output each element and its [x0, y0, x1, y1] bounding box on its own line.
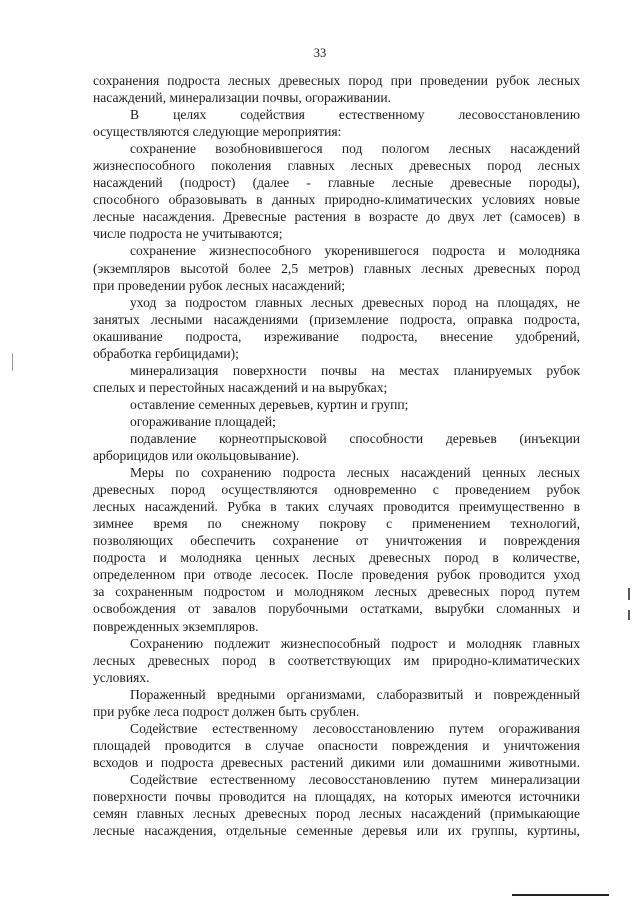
text-line: условиях.	[93, 669, 150, 685]
text-line: лесные насаждения, отдельные семенные деревья или их группы, куртины,	[93, 823, 580, 839]
text-line: числе подроста не учитываются;	[93, 226, 283, 242]
text-line: Содействие естественному лесовосстановлению путем минерализации	[130, 771, 580, 787]
stray-scan-mark	[12, 353, 13, 371]
text-line: Пораженный вредными организмами, слаборазвитый и поврежденный	[130, 686, 580, 702]
text-line: лесные насаждения. Древесные растения в возрасте до двух лет (самосев) в	[93, 209, 580, 225]
text-line: сохранение жизнеспособного укоренившегося подроста и молодняка	[130, 243, 580, 259]
text-line: занятых лесными насаждениями (приземление подроста, оправка подроста,	[93, 311, 580, 327]
text-line: осуществляются следующие мероприятия:	[93, 124, 342, 140]
footer-rule	[512, 894, 609, 896]
text-line: за сохраненным подростом и молодняком лесных древесных пород путем	[93, 584, 580, 600]
text-line: позволяющих обеспечить сохранение от уничтожения и повреждения	[93, 533, 580, 549]
text-line: Сохранению подлежит жизнеспособный подрост и молодняк главных	[130, 635, 580, 651]
text-line: (экземпляров высотой более 2,5 метров) главных лесных древесных пород	[93, 260, 580, 276]
text-line: огораживание площадей;	[130, 413, 276, 429]
edge-scan-mark	[628, 610, 630, 620]
text-line: обработка гербицидами);	[93, 345, 239, 361]
text-line: при рубке леса подрост должен быть срублен.	[93, 703, 360, 719]
text-line: насаждений, минерализации почвы, огораживании.	[93, 90, 392, 106]
text-line: лесных древесных пород в соответствующих им природно-климатических	[93, 652, 580, 668]
text-line: жизнеспособного поколения главных лесных древесных пород лесных	[93, 158, 580, 174]
text-line: спелых и перестойных насаждений и на вырубках;	[93, 379, 388, 395]
text-line: сохранения подроста лесных древесных пород при проведении рубок лесных	[93, 73, 580, 88]
text-line: окашивание подроста, изреживание подроста, внесение удобрений,	[93, 328, 580, 344]
text-line: способного образовывать в данных природно-климатических условиях новые	[93, 192, 580, 208]
text-line: Меры по сохранению подроста лесных насаждений ценных лесных	[130, 465, 580, 481]
text-line: всходов и подроста древесных растений дикими или домашними животными.	[93, 754, 580, 770]
edge-scan-mark	[628, 588, 630, 600]
text-line: арборицидов или окольцовывание).	[93, 448, 300, 464]
text-line: оставление семенных деревьев, куртин и групп;	[130, 396, 409, 412]
text-line: поверхности почвы проводится на площадях, на которых имеются источники	[93, 788, 580, 804]
text-line: при проведении рубок лесных насаждений;	[93, 277, 346, 293]
text-line: древесных пород осуществляются одновременно с проведением рубок	[93, 482, 580, 498]
page-number: 33	[313, 46, 327, 60]
document-body	[93, 72, 580, 839]
text-line: насаждений (подрост) (далее - главные лесные древесные породы),	[93, 175, 580, 191]
text-line: минерализация поверхности почвы на местах планируемых рубок	[130, 362, 580, 378]
text-line: поврежденных экземпляров.	[93, 618, 259, 634]
text-line: уход за подростом главных лесных древесных пород на площадях, не	[130, 294, 580, 310]
text-line: В целях содействия естественному лесовосстановлению	[130, 107, 580, 123]
text-line: зимнее время по снежному покрову с применением технологий,	[93, 516, 580, 532]
text-line: площадей проводится в случае опасности повреждения и уничтожения	[93, 737, 580, 753]
text-line: подроста и молодняка ценных лесных древесных пород в количестве,	[93, 550, 580, 566]
text-line: сохранение возобновившегося под пологом лесных насаждений	[130, 141, 580, 157]
text-line: семян главных лесных древесных пород лесных насаждений (примыкающие	[93, 806, 580, 822]
text-line: лесных насаждений. Рубка в таких случаях проводится преимущественно в	[93, 499, 580, 515]
text-line: Содействие естественному лесовосстановлению путем огораживания	[130, 720, 580, 736]
text-line: освобождения от завалов порубочными остатками, вырубки сломанных и	[93, 601, 580, 617]
text-line: определенном при отводе лесосек. После проведения рубок проводится уход	[93, 567, 580, 583]
text-line: подавление корнеотпрысковой способности деревьев (инъекции	[130, 430, 580, 446]
